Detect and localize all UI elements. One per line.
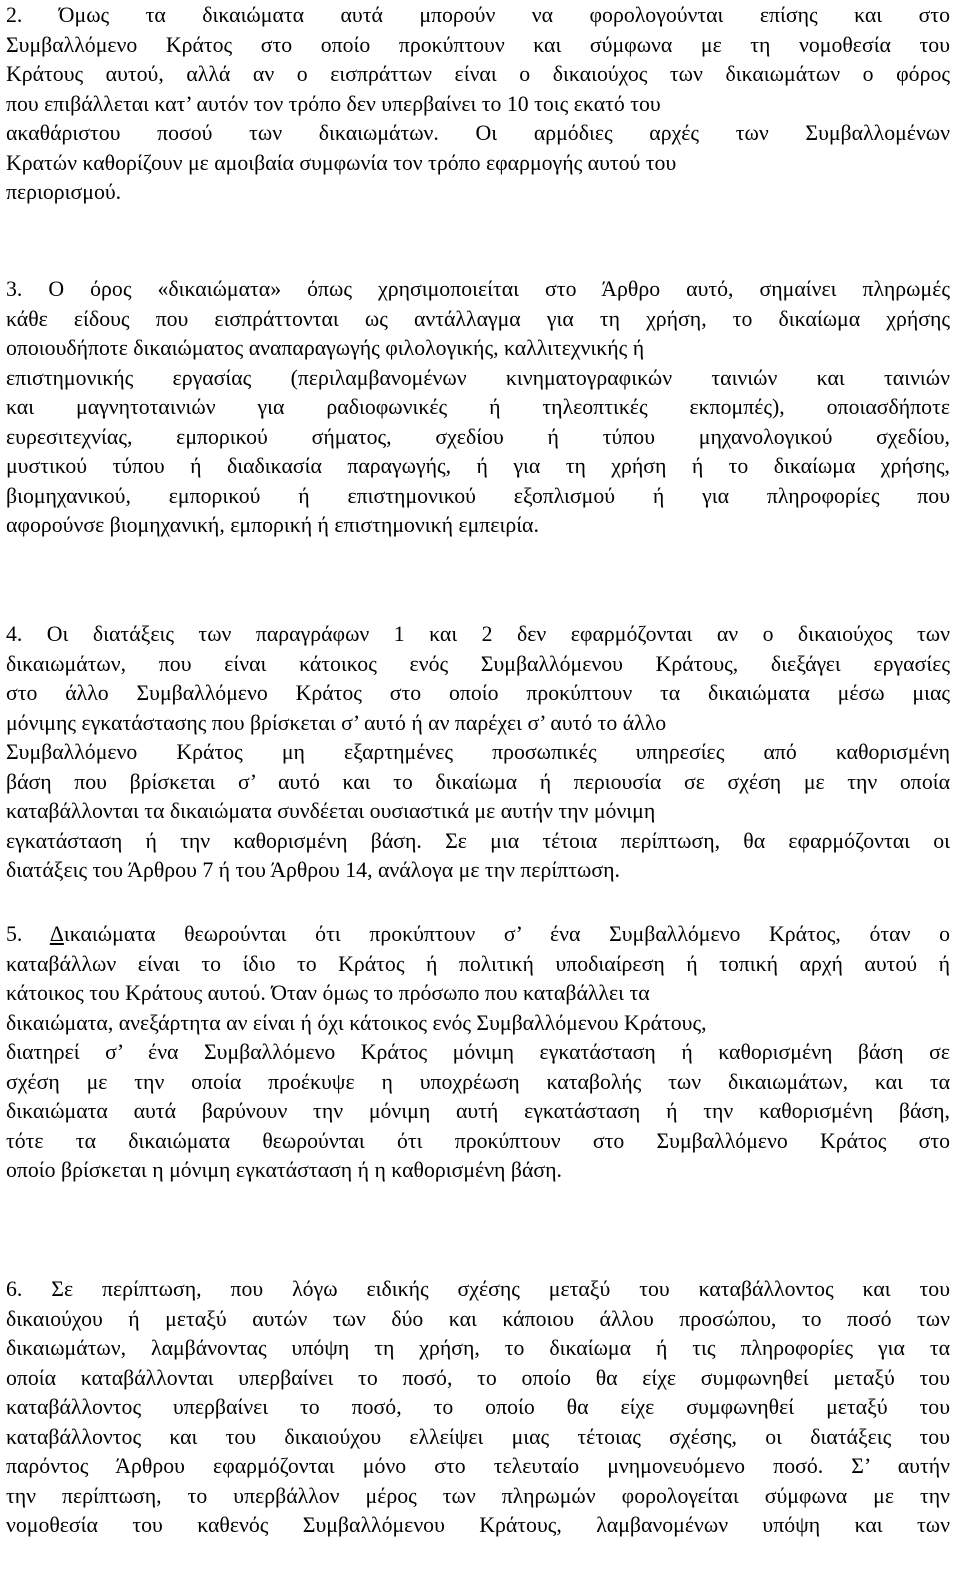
text-line: Συμβαλλόμενο Κράτος μη εξαρτημένες προσωπικές υπηρεσίες από καθορισμένη [6,740,950,764]
text-line: δικαιωμάτων, που είναι κάτοικος ενός Συμβαλλόμενου Κράτους, διεξάγει εργασίες [6,651,950,676]
text-line: σχέση με την οποία προέκυψε η υποχρέωση καταβολής των δικαιωμάτων, και τα [6,1069,950,1094]
text-line: Κράτους αυτού, αλλά αν ο εισπράττων είναι ο δικαιούχος των δικαιωμάτων ο φόρος [6,62,950,86]
paragraph-3 [6,275,950,541]
text-line: διατάξεις του Άρθρου 7 ή του Άρθρου 14, ανάλογα με την περίπτωση. [6,858,621,882]
text-line: οποίο βρίσκεται η μόνιμη εγκατάσταση ή η καθορισμένη βάση. [6,1158,563,1182]
paragraph-2 [6,1,950,208]
text-line: μόνιμης εγκατάστασης που βρίσκεται σ’ αυτό ή αν παρέχει σ’ αυτό το άλλο [6,710,667,735]
paragraph-number: 5. [6,922,50,946]
text-line: εγκατάσταση ή την καθορισμένη βάση. Σε μια τέτοια περίπτωση, θα εφαρμόζονται οι [6,828,950,853]
text-line: διατηρεί σ’ ένα Συμβαλλόμενο Κράτος μόνιμη εγκατάσταση ή καθορισμένη βάση σε [6,1040,950,1064]
text-line: ακαθάριστου ποσού των δικαιωμάτων. Οι αρμόδιες αρχές των Συμβαλλομένων [6,121,950,145]
text-line: οποία καταβάλλονται υπερβαίνει το ποσό, το οποίο θα είχε συμφωνηθεί μεταξύ του [6,1365,950,1390]
paragraph-6 [6,1275,950,1541]
text-line: δικαιώματα αυτά βαρύνουν την μόνιμη αυτή εγκατάσταση ή την καθορισμένη βάση, [6,1099,950,1123]
line-rest: ικαιώματα θεωρούνται ότι προκύπτουν σ’ ένα Συμβαλλόμενο Κράτος, όταν ο [63,922,950,946]
underlined-letter: Δ [49,922,64,946]
text-line: την περίπτωση, το υπερβάλλον μέρος των πληρωμών φορολογείται σύμφωνα με την [6,1483,950,1508]
text-line: καταβάλλονται τα δικαιώματα συνδέεται ουσιαστικά με αυτήν την μόνιμη [6,799,656,823]
text-line: παρόντος Άρθρου εφαρμόζονται μόνο στο τελευταίο μνημονευόμενο ποσό. Σ’ αυτήν [6,1454,950,1478]
text-line: νομοθεσία του καθενός Συμβαλλόμενου Κράτους, λαμβανομένων υπόψη και των [6,1513,950,1537]
text-line: καταβάλλοντος και του δικαιούχου ελλείψει μιας τέτοιας σχέσης, οι διατάξεις του [6,1424,950,1449]
text-line: οποιουδήποτε δικαιώματος αναπαραγωγής φιλολογικής, καλλιτεχνικής ή [6,336,645,360]
text-line: 3. Ο όρος «δικαιώματα» όπως χρησιμοποιείται στο Άρθρο αυτό, σημαίνει πληρωμές [6,277,950,301]
text-line: καταβάλλων είναι το ίδιο το Κράτος ή πολιτική υποδιαίρεση ή τοπική αρχή αυτού ή [6,951,950,976]
text-line: δικαιωμάτων, λαμβάνοντας υπόψη τη χρήση, το δικαίωμα ή τις πληροφορίες για τα [6,1336,950,1360]
text-line: δικαιούχου ή μεταξύ αυτών των δύο και κάποιου άλλου προσώπου, το ποσό των [6,1306,950,1331]
text-line: επιστημονικής εργασίας (περιλαμβανομένων κινηματογραφικών ταινιών και ταινιών [6,365,950,390]
text-line: δικαιώματα, ανεξάρτητα αν είναι ή όχι κάτοικος ενός Συμβαλλόμενου Κράτους, [6,1010,707,1035]
text-line: 2. Όμως τα δικαιώματα αυτά μπορούν να φορολογούνται επίσης και στο [6,3,950,27]
document-page [6,0,950,1596]
text-line: 4. Οι διατάξεις των παραγράφων 1 και 2 δεν εφαρμόζονται αν ο δικαιούχος των [6,622,950,646]
text-line: 6. Σε περίπτωση, που λόγω ειδικής σχέσης μεταξύ του καταβάλλοντος και του [6,1277,950,1301]
text-line: κάθε είδους που εισπράττονται ως αντάλλαγμα για τη χρήση, το δικαίωμα χρήσης [6,306,950,331]
text-line: αφορούνσε βιομηχανική, εμπορική ή επιστημονική εμπειρία. [6,513,539,537]
text-line: περιορισμού. [6,180,122,204]
text-line: Συμβαλλόμενο Κράτος στο οποίο προκύπτουν και σύμφωνα με τη νομοθεσία του [6,32,950,57]
text-line: Κρατών καθορίζουν με αμοιβαία συμφωνία τον τρόπο εφαρμογής αυτού του [6,150,677,175]
paragraph-5 [6,920,950,1186]
text-line [6,920,950,950]
paragraph-4 [6,620,950,886]
text-line: καταβάλλοντος υπερβαίνει το ποσό, το οποίο θα είχε συμφωνηθεί μεταξύ του [6,1395,950,1419]
text-line: βάση που βρίσκεται σ’ αυτό και το δικαίωμα ή περιουσία σε σχέση με την οποία [6,769,950,794]
text-line: που επιβάλλεται κατ’ αυτόν τον τρόπο δεν υπερβαίνει το 10 τοις εκατό του [6,91,661,116]
text-line: μυστικού τύπου ή διαδικασία παραγωγής, ή για τη χρήση ή το δικαίωμα χρήσης, [6,454,950,478]
text-line: κάτοικος του Κράτους αυτού. Όταν όμως το πρόσωπο που καταβάλλει τα [6,981,650,1005]
text-line: ευρεσιτεχνίας, εμπορικού σήματος, σχεδίου ή τύπου μηχανολογικού σχεδίου, [6,424,950,449]
text-line: και μαγνητοταινιών για ραδιοφωνικές ή τηλεοπτικές εκπομπές), οποιασδήποτε [6,395,950,419]
text-line: στο άλλο Συμβαλλόμενο Κράτος στο οποίο προκύπτουν τα δικαιώματα μέσω μιας [6,681,950,705]
text-line: βιομηχανικού, εμπορικού ή επιστημονικού εξοπλισμού ή για πληροφορίες που [6,483,950,508]
text-line: τότε τα δικαιώματα θεωρούνται ότι προκύπτουν στο Συμβαλλόμενο Κράτος στο [6,1128,950,1153]
